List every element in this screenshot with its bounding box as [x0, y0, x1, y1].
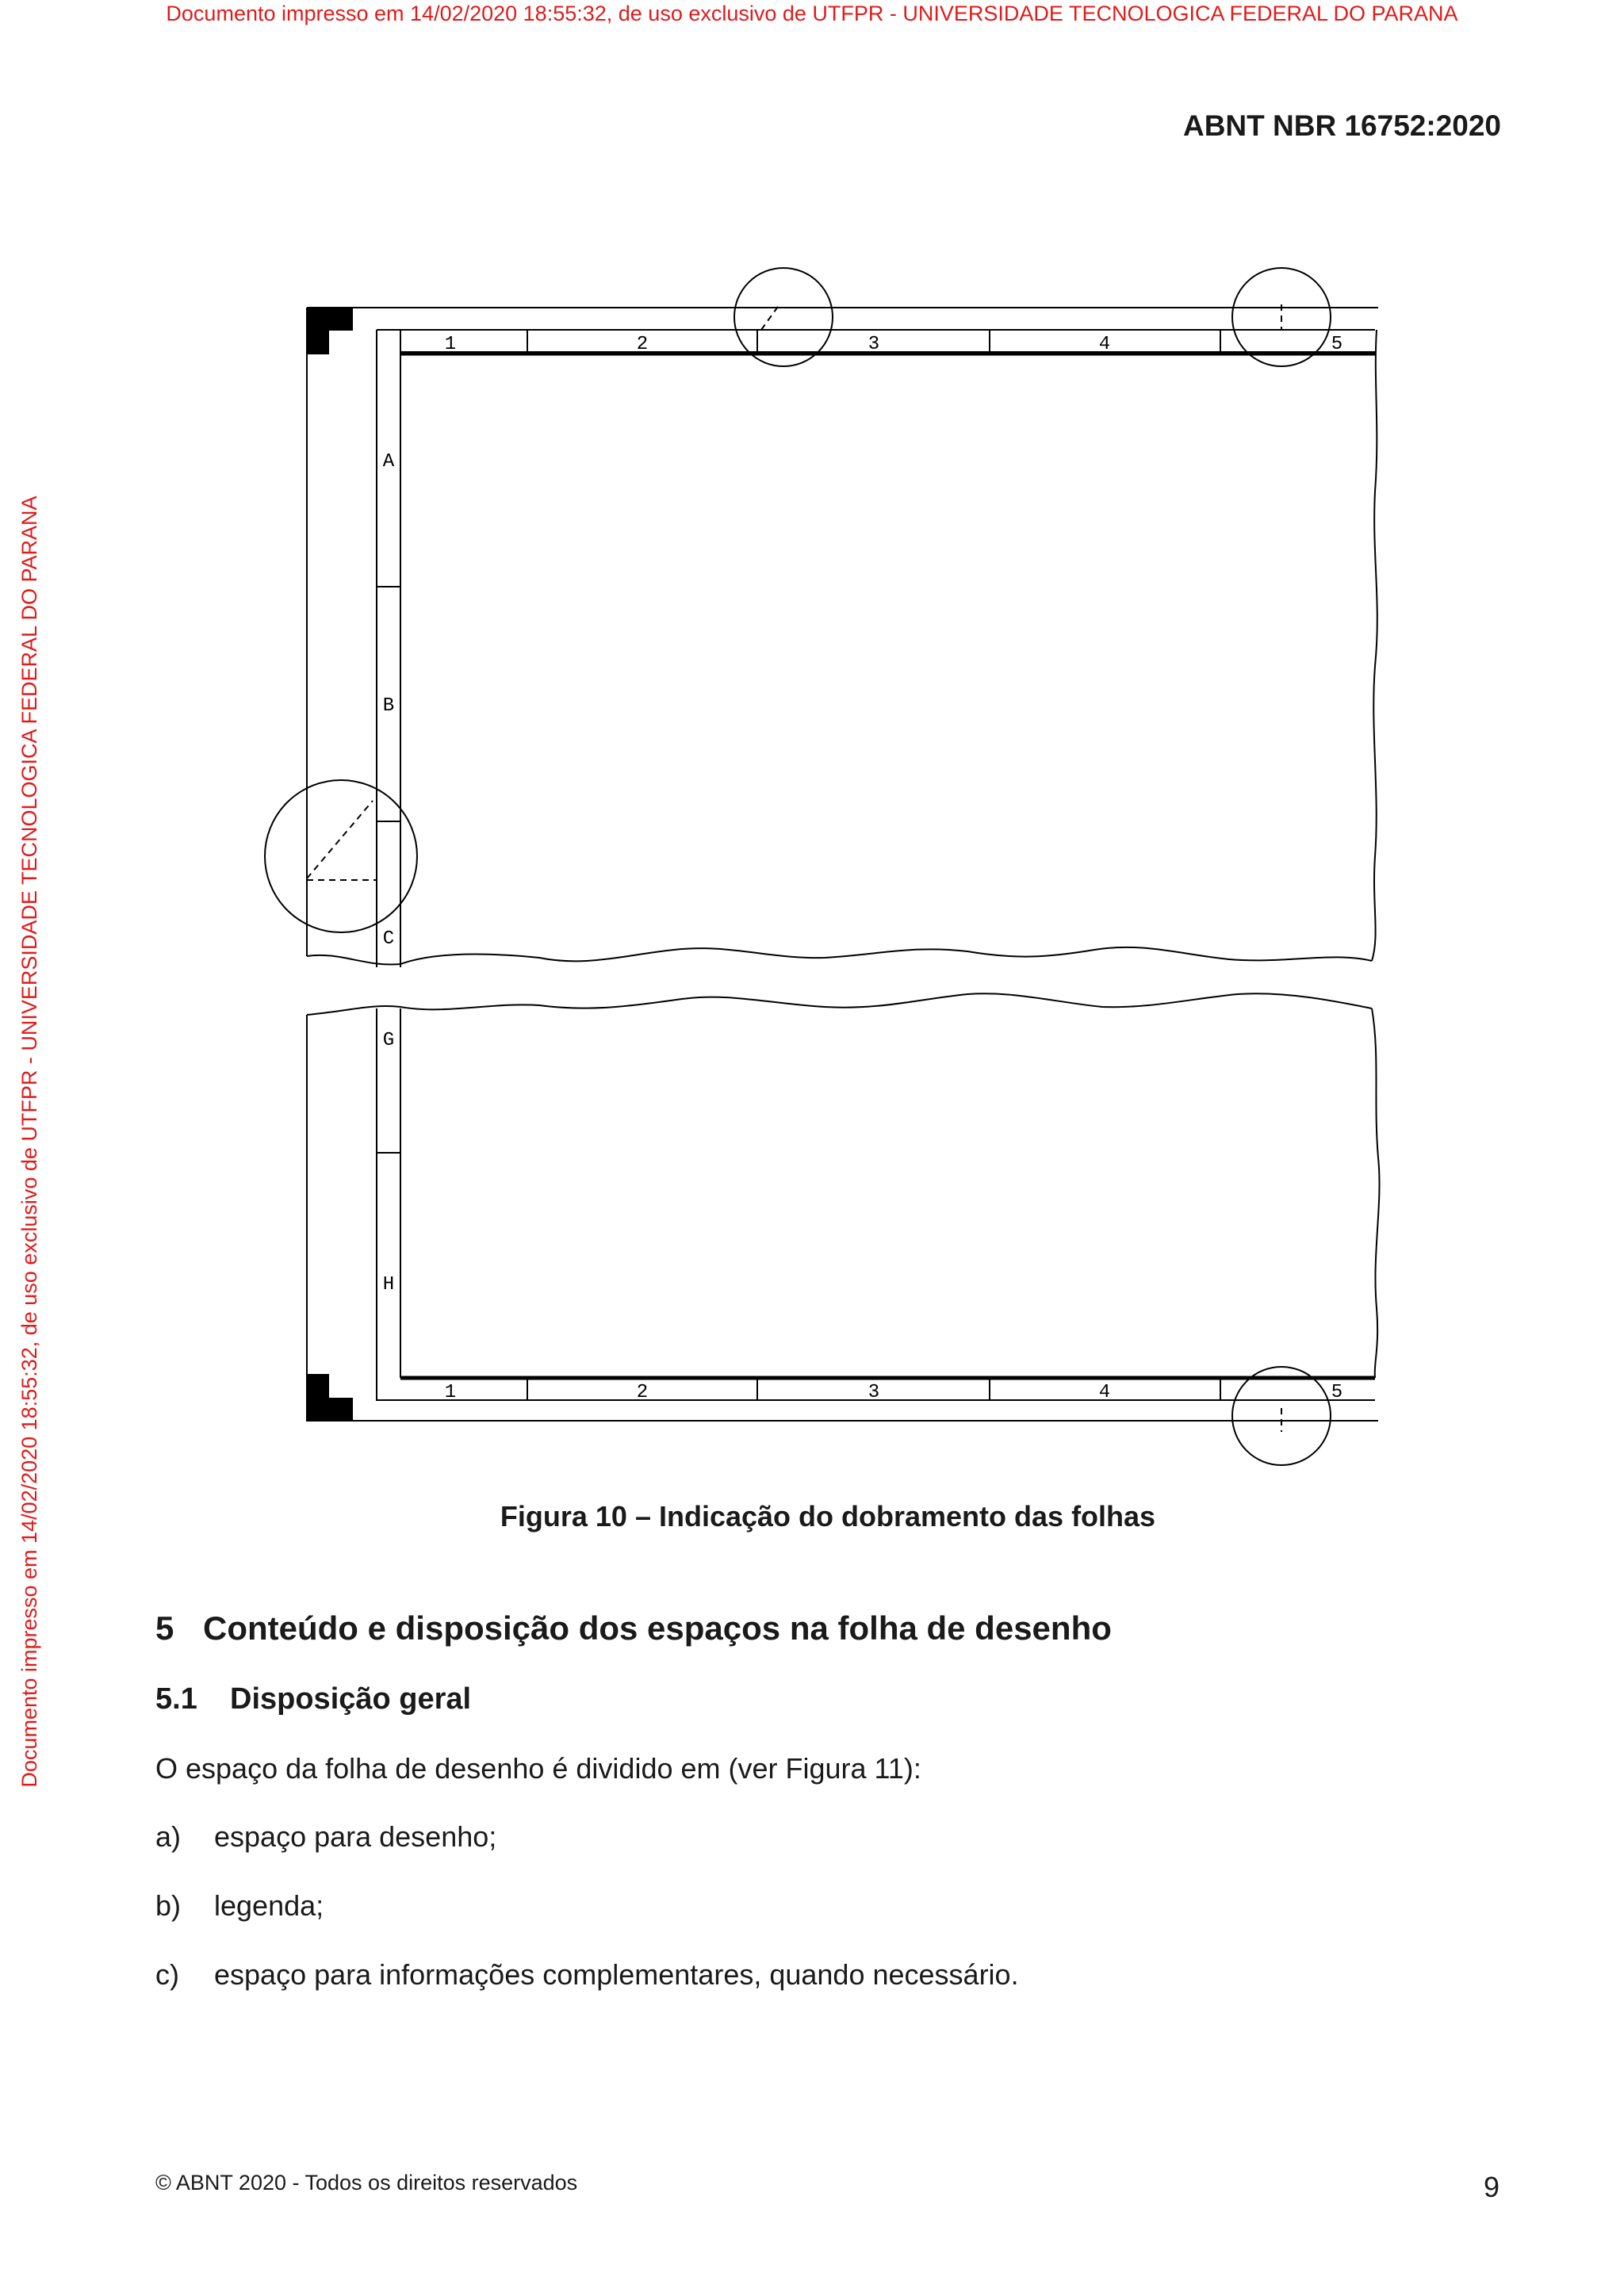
row-label: A	[382, 451, 395, 473]
margin-strip-top	[307, 308, 1378, 956]
intro-paragraph: O espaço da folha de desenho é dividido em (ver Figura 11):	[155, 1752, 921, 1785]
torn-edge-right-bottom	[1372, 1008, 1380, 1378]
fold-circle-bottom-right	[1232, 1367, 1331, 1465]
corner-mark-bottom-left	[307, 1374, 353, 1421]
list-marker: a)	[155, 1820, 182, 1853]
figure-caption: Figura 10 – Indicação do dobramento das folhas	[500, 1500, 1156, 1533]
row-label: C	[382, 928, 395, 950]
subsection-heading	[155, 1682, 471, 1716]
margin-strip-bottom	[307, 1015, 1378, 1421]
document-code: ABNT NBR 16752:2020	[1182, 109, 1501, 142]
column-label-top: 2	[636, 334, 649, 355]
subsection-number: 5.1	[155, 1682, 197, 1716]
column-label-bottom: 2	[636, 1382, 649, 1403]
column-label-bottom: 3	[868, 1382, 880, 1403]
print-watermark-top: Documento impresso em 14/02/2020 18:55:32, de uso exclusivo de UTFPR - UNIVERSIDADE TECNOLOGICA FEDERAL DO PARANA	[166, 2, 1458, 25]
section-heading	[155, 1609, 1112, 1647]
row-label: H	[382, 1274, 395, 1295]
column-label-top: 5	[1331, 334, 1343, 355]
column-label-top: 1	[444, 334, 457, 355]
list-item	[155, 1820, 1019, 1889]
sheet-border-top	[377, 330, 1375, 967]
footer-copyright: © ABNT 2020 - Todos os direitos reservados	[155, 2171, 578, 2195]
folding-figure	[254, 254, 1396, 1490]
list-item	[155, 1889, 1019, 1958]
column-label-bottom: 4	[1098, 1382, 1111, 1403]
fold-line-left-diagonal	[307, 801, 373, 878]
list-marker: b)	[155, 1889, 182, 1922]
list-text: legenda;	[214, 1889, 324, 1922]
list-text: espaço para informações complementares, quando necessário.	[214, 1958, 1019, 1991]
subsection-title: Disposição geral	[230, 1682, 472, 1716]
row-label: B	[382, 695, 395, 717]
page-number: 9	[1483, 2171, 1500, 2203]
section-number: 5	[155, 1609, 174, 1647]
column-label-bottom: 1	[444, 1382, 457, 1403]
list-item	[155, 1958, 1019, 2027]
torn-edge-top-lower	[307, 993, 1372, 1015]
list-text: espaço para desenho;	[214, 1820, 497, 1853]
sheet-border-bottom	[377, 1008, 1375, 1400]
column-label-top: 3	[868, 334, 880, 355]
items-list	[155, 1820, 1019, 2027]
row-label: G	[382, 1030, 395, 1051]
section-title: Conteúdo e disposição dos espaços na folha de desenho	[203, 1609, 1112, 1647]
corner-mark-top-left	[307, 308, 353, 354]
column-label-top: 4	[1098, 334, 1111, 355]
torn-edge-right-top	[1372, 330, 1377, 961]
print-watermark-side: Documento impresso em 14/02/2020 18:55:32, de uso exclusivo de UTFPR - UNIVERSIDADE TECNOLOGICA FEDERAL DO PARANA	[17, 496, 41, 1788]
fold-circle-left	[265, 780, 417, 932]
column-label-bottom: 5	[1331, 1382, 1343, 1403]
list-marker: c)	[155, 1958, 179, 1991]
torn-edge-bottom-upper	[307, 947, 1372, 965]
